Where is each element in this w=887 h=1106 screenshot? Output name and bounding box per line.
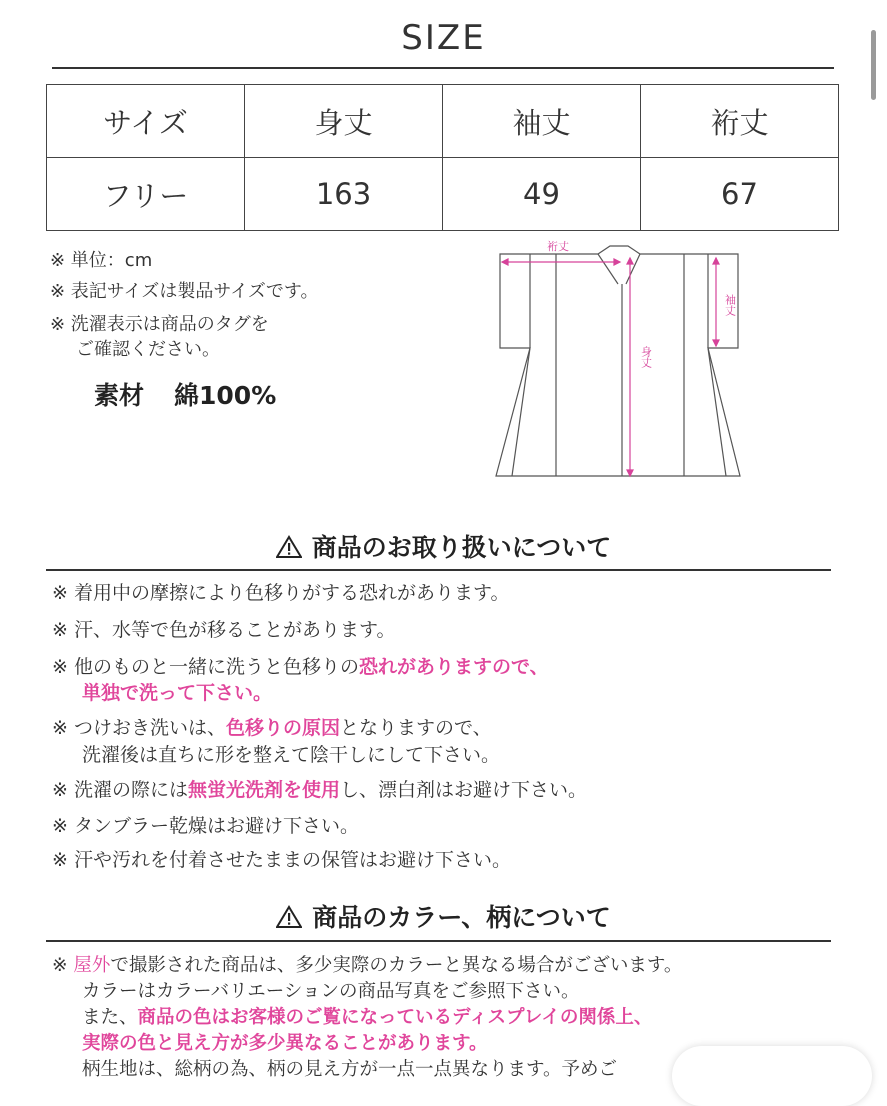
size-title: SIZE [401,18,486,58]
header-mitake: 身丈 [245,85,443,158]
material-value: 綿100% [174,381,277,410]
material [94,376,276,412]
handling-l3-emphasis-2: 単独で洗って下さい。 [82,682,273,704]
table-header-row [47,85,839,158]
color-l3-emphasis: 商品の色はお客様のご覧になっているディスプレイの関係上、 [137,1007,653,1028]
color-l1-emphasis: 屋外 [73,955,111,976]
warning-icon [276,905,302,929]
color-l1-text: で撮影された商品は、多少実際のカラーと異なる場合がございます。 [110,955,683,976]
handling-l5-emphasis: 無蛍光洗剤を使用 [187,779,340,801]
diagram-label-mi: 身丈 [639,346,653,368]
note-product-size: ※ 表記サイズは製品サイズです。 [50,281,319,302]
list-item: 柄生地は、総柄の為、柄の見え方が一点一点異なります。予めご [82,1059,618,1080]
warning-icon [276,535,302,559]
handling-heading [0,528,887,564]
color-title: 商品のカラー、柄について [312,903,611,932]
handling-l4-text: ※ つけおき洗いは、 [52,717,226,739]
header-size: サイズ [47,85,245,158]
size-notes [50,248,318,362]
color-l4-emphasis: 実際の色と見え方が多少異なることがあります。 [82,1033,488,1054]
material-label: 素材 [94,381,145,410]
handling-l4-emphasis: 色移りの原因 [225,717,340,739]
handling-title: 商品のお取り扱いについて [311,533,612,562]
list-item: ※ 着用中の摩擦により色移りがする恐れがあります。 [52,582,510,604]
handling-l5-text: ※ 洗濯の際には [52,779,188,801]
list-item [52,713,492,740]
diagram-label-sode: 袖丈 [723,294,737,316]
color-l3-text: また、 [82,1007,138,1028]
note-unit: ※ 単位：cm [50,250,153,271]
list-item: ※ タンブラー乾燥はお避け下さい。 [52,815,359,837]
list-item [52,678,272,705]
note-wash-1: ※ 洗濯表示は商品のタグを [50,314,269,335]
list-item [52,775,587,802]
size-table [46,84,839,231]
list-item [52,951,682,977]
list-item: カラーはカラーバリエーションの商品写真をご参照下さい。 [82,981,580,1002]
title-divider [52,67,834,69]
color-l1-prefix: ※ [52,955,74,976]
handling-l3-emphasis: 恐れがありますので、 [358,656,549,678]
handling-l4-text-2: となりますので、 [339,717,492,739]
list-item [52,652,549,679]
cell-size: フリー [47,158,245,231]
cell-sodetake: 49 [443,158,641,231]
list-item: 洗濯後は直ちに形を整えて陰干しにして下さい。 [82,744,501,766]
handling-l5-text-2: し、漂白剤はお避け下さい。 [339,779,587,801]
table-row [47,158,839,231]
color-heading [0,898,887,934]
diagram-label-yuki: 裄丈 [547,240,569,253]
list-item [52,1003,652,1029]
handling-l3-text: ※ 他のものと一緒に洗うと色移りの [52,656,359,678]
list-item: ※ 汗、水等で色が移ることがあります。 [52,619,396,641]
kimono-diagram [490,236,750,486]
scrollbar[interactable] [871,30,876,100]
note-wash-2: ご確認ください。 [76,339,220,360]
cell-mitake: 163 [245,158,443,231]
header-sodetake: 袖丈 [443,85,641,158]
cell-yukitake: 67 [641,158,839,231]
color-divider [46,940,831,942]
header-yukitake: 裄丈 [641,85,839,158]
list-item: ※ 汗や汚れを付着させたままの保管はお避け下さい。 [52,849,511,871]
list-item [52,1029,488,1055]
floating-action-button[interactable] [672,1046,872,1106]
handling-divider [46,569,831,571]
